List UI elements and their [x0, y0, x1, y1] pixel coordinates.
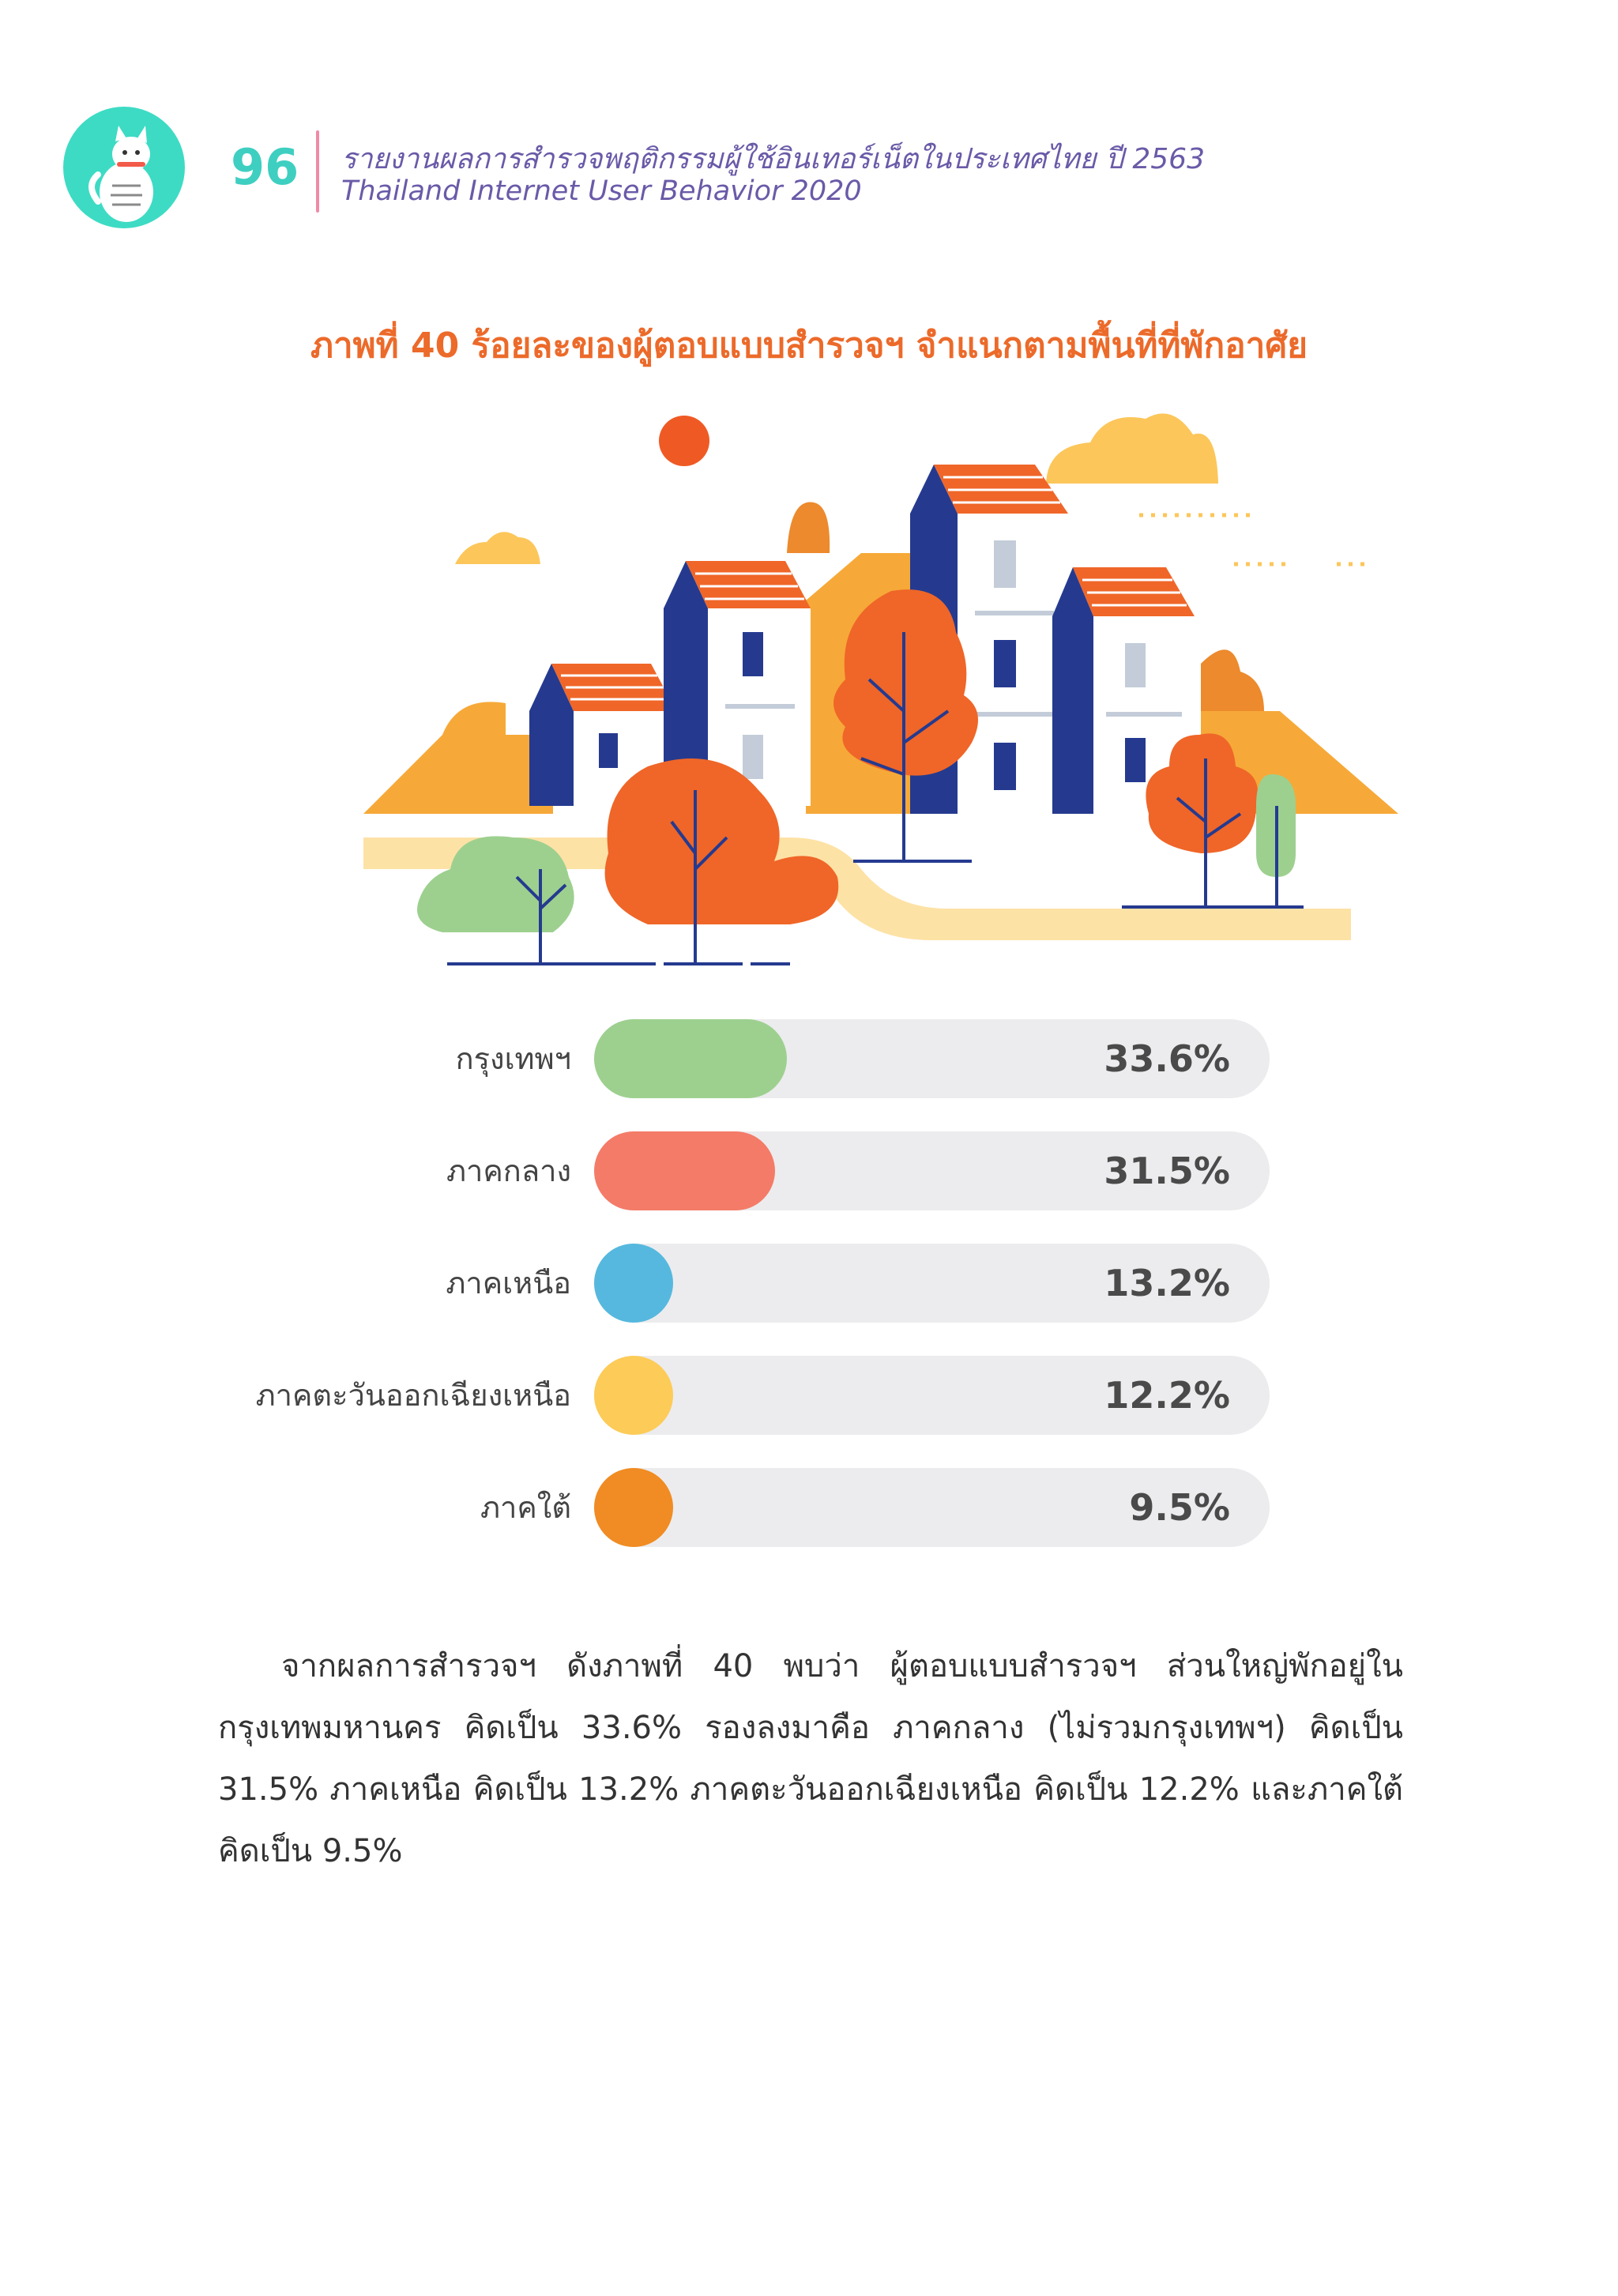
bar-label-central: ภาคกลาง — [446, 1154, 571, 1188]
bar-track — [594, 1019, 1270, 1098]
bar-value-south: 9.5% — [1129, 1486, 1230, 1529]
summary-paragraph: จากผลการสำรวจฯ ดังภาพที่ 40 พบว่า ผู้ตอบแบบสำรวจฯ ส่วนใหญ่พักอยู่ในกรุงเทพมหานคร คิดเป็น 33.6% รองลงมาคือ ภาคกลาง (ไม่รวมกรุงเทพฯ) คิดเป็น 31.5% ภาคเหนือ คิดเป็น 13.2% ภาคตะวันออกเฉียงเหนือ คิดเป็น 12.2% และภาคใต้ คิดเป็น 9.5% — [218, 1648, 1403, 1869]
bar-fill-bangkok — [594, 1019, 787, 1098]
sun-icon — [659, 416, 709, 466]
bar-track — [594, 1131, 1270, 1210]
cloud-icon — [1046, 413, 1218, 484]
bar-track — [594, 1356, 1270, 1435]
header-divider — [316, 130, 319, 213]
bar-fill-north — [594, 1244, 673, 1323]
figure-title: ภาพที่ 40 ร้อยละของผู้ตอบแบบสำรวจฯ จำแนกตามพื้นที่ที่พักอาศัย — [310, 326, 1308, 366]
page-number: 96 — [231, 138, 299, 196]
bar-fill-northeast — [594, 1356, 673, 1435]
cloud-icon — [455, 532, 540, 564]
report-title-english: Thailand Internet User Behavior 2020 — [341, 175, 862, 207]
bar-track — [594, 1244, 1270, 1323]
bar-fill-south — [594, 1468, 673, 1547]
bar-fill-central — [594, 1131, 775, 1210]
bar-label-south: ภาคใต้ — [480, 1490, 571, 1525]
bar-label-northeast: ภาคตะวันออกเฉียงเหนือ — [255, 1378, 571, 1413]
body-text — [218, 1635, 1403, 1882]
bar-value-northeast: 12.2% — [1104, 1374, 1230, 1417]
region-bar-chart — [0, 1019, 1618, 1572]
bar-label-north: ภาคเหนือ — [446, 1266, 571, 1300]
bar-label-bangkok: กรุงเทพฯ — [455, 1041, 571, 1076]
bar-track — [594, 1468, 1270, 1547]
town-illustration — [348, 395, 1422, 980]
bar-value-central: 31.5% — [1104, 1150, 1230, 1192]
bar-value-bangkok: 33.6% — [1104, 1037, 1230, 1080]
page-header — [63, 103, 1327, 237]
bar-value-north: 13.2% — [1104, 1262, 1230, 1304]
cat-logo-icon — [63, 107, 185, 228]
report-title-thai: รายงานผลการสำรวจพฤติกรรมผู้ใช้อินเทอร์เน็ตในประเทศไทย ปี 2563 — [341, 143, 1205, 175]
